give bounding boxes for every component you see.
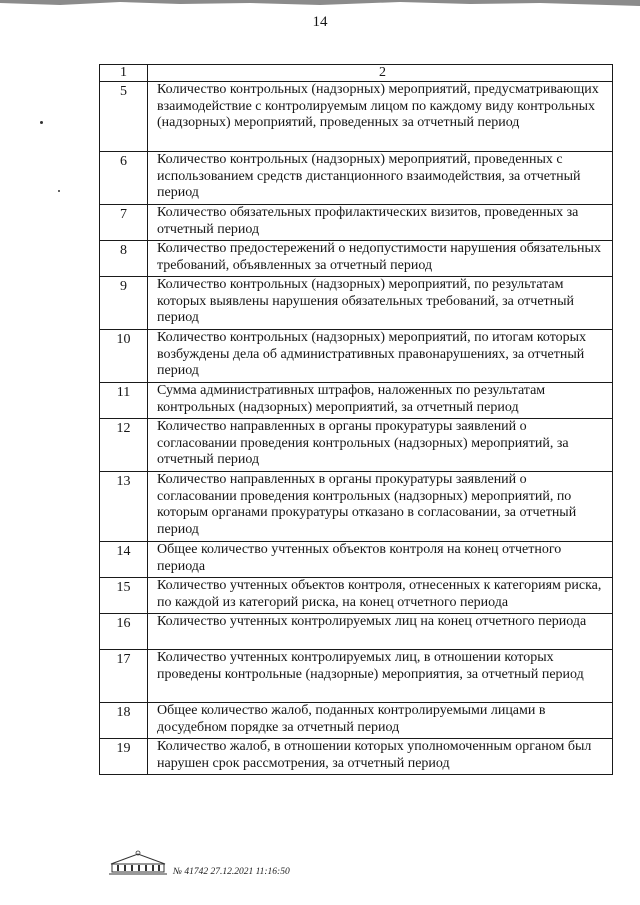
- row-text: Количество учтенных контролируемых лиц на конец отчетного периода: [148, 614, 613, 650]
- row-text: Количество учтенных объектов контроля, отнесенных к категориям риска, по каждой из категорий риска, на конец отчетного периода: [148, 578, 613, 614]
- row-number: 9: [120, 279, 127, 294]
- row-text: Количество жалоб, в отношении которых уполномоченным органом был нарушен срок рассмотрения, за отчетный период: [148, 739, 613, 775]
- row-number: 15: [116, 580, 131, 595]
- row-number: 13: [116, 474, 131, 489]
- row-number: 18: [116, 705, 131, 720]
- table-row: [100, 383, 613, 419]
- row-number: 17: [116, 652, 131, 667]
- row-number: 10: [116, 332, 131, 347]
- row-text: Количество обязательных профилактических визитов, проведенных за отчетный период: [148, 205, 613, 241]
- row-number: 5: [120, 84, 127, 99]
- registry-stamp-logo: [107, 850, 169, 876]
- scan-speck: [40, 121, 43, 124]
- row-text: Сумма административных штрафов, наложенных по результатам контрольных (надзорных) мероприятий, за отчетный период: [148, 383, 613, 419]
- table-row: [100, 277, 613, 330]
- row-text: Количество направленных в органы прокуратуры заявлений о согласовании проведения контрольных (надзорных) мероприятий, за отчетный период: [148, 419, 613, 472]
- table-row: [100, 472, 613, 542]
- row-text: Количество контрольных (надзорных) мероприятий, по итогам которых возбуждены дела об административных правонарушениях, за отчетный период: [148, 330, 613, 383]
- indicators-table: [99, 64, 613, 775]
- row-number: 6: [120, 154, 127, 169]
- scan-speck: [58, 190, 60, 192]
- row-number: 16: [116, 616, 131, 631]
- table-row: [100, 614, 613, 650]
- row-text: Количество направленных в органы прокуратуры заявлений о согласовании проведения контрольных (надзорных) мероприятий, по которым органами прокуратуры отказано в согласовании, за отчетный период: [148, 472, 613, 542]
- table-row: [100, 152, 613, 205]
- scan-edge-artifact: [0, 0, 640, 10]
- row-number: 7: [120, 207, 127, 222]
- column-description-header: 2: [148, 65, 613, 82]
- row-text: Количество контрольных (надзорных) мероприятий, предусматривающих взаимодействие с контролируемым лицом по каждому виду контрольных (надзорных) мероприятий, проведенных за отчетный период: [148, 82, 613, 152]
- table-row: [100, 419, 613, 472]
- row-text: Общее количество учтенных объектов контроля на конец отчетного периода: [148, 542, 613, 578]
- page-number: 14: [312, 14, 328, 30]
- row-text: Количество предостережений о недопустимости нарушения обязательных требований, объявленных за отчетный период: [148, 241, 613, 277]
- row-text: Количество учтенных контролируемых лиц, в отношении которых проведены контрольные (надзорные) мероприятия, за отчетный период: [148, 650, 613, 703]
- row-number: 19: [116, 741, 131, 756]
- table-row: [100, 241, 613, 277]
- table-row: [100, 82, 613, 152]
- table-row: [100, 739, 613, 775]
- row-number: 8: [120, 243, 127, 258]
- row-text: Общее количество жалоб, поданных контролируемыми лицами в досудебном порядке за отчетный период: [148, 703, 613, 739]
- table-row: [100, 205, 613, 241]
- table-row: [100, 703, 613, 739]
- registration-stamp: № 41742 27.12.2021 11:16:50: [173, 867, 290, 877]
- row-number: 12: [116, 421, 131, 436]
- table-row: [100, 542, 613, 578]
- column-number-header: 1: [100, 65, 148, 82]
- row-text: Количество контрольных (надзорных) мероприятий, по результатам которых выявлены нарушения обязательных требований, за отчетный период: [148, 277, 613, 330]
- row-number: 14: [116, 544, 131, 559]
- row-text: Количество контрольных (надзорных) мероприятий, проведенных с использованием средств дистанционного взаимодействия, за отчетный период: [148, 152, 613, 205]
- table-row: [100, 330, 613, 383]
- table-row: [100, 578, 613, 614]
- table-header-row: [100, 65, 613, 82]
- row-number: 11: [116, 385, 131, 400]
- table-row: [100, 650, 613, 703]
